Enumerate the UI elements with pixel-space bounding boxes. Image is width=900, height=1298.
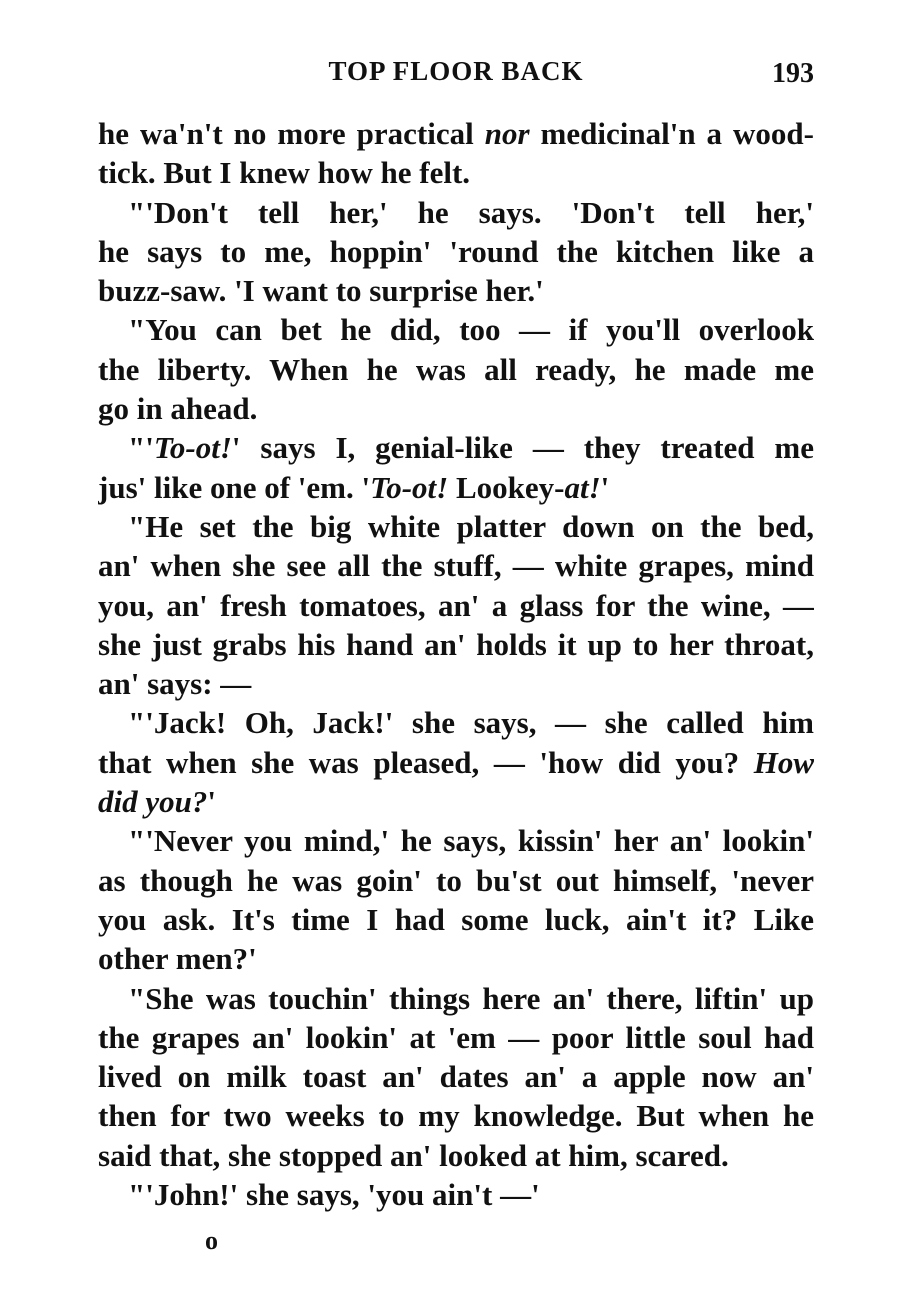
text-line: [98, 782, 814, 821]
text-line: [98, 271, 814, 310]
body-text: [98, 114, 814, 1214]
italic-text: nor: [484, 116, 530, 151]
text-run: she just grabs his hand an' holds it up to her throat,: [98, 626, 814, 662]
text-line: [98, 1018, 814, 1057]
text-line: [98, 821, 814, 860]
text-run: buzz-saw. 'I want to surprise her.': [98, 273, 544, 309]
text-run: tick. But I knew how he felt.: [98, 155, 471, 191]
text-run: as though he was goin' to bu'st out himself, 'never: [98, 862, 814, 898]
text-run: ': [600, 469, 610, 505]
text-line: [98, 1136, 814, 1175]
text-line: [98, 664, 814, 703]
text-line: [98, 979, 814, 1018]
text-line: [98, 939, 814, 978]
text-run: an' says: —: [98, 666, 252, 702]
text-line: [98, 586, 814, 625]
text-run: ': [207, 784, 216, 820]
text-run: "He set the big white platter down on the bed,: [128, 508, 814, 544]
text-run: the grapes an' lookin' at 'em — poor little soul had: [98, 1019, 814, 1055]
text-line: [98, 625, 814, 664]
text-run: Lookey-: [448, 469, 565, 505]
text-run: "'John!' she says, 'you ain't —': [128, 1177, 540, 1213]
text-run: other men?': [98, 941, 257, 977]
text-run: "She was touchin' things here an' there, liftin' up: [128, 980, 814, 1016]
text-run: "'Don't tell her,' he says. 'Don't tell her,': [128, 194, 814, 230]
text-run: said that, she stopped an' looked at him, scared.: [98, 1137, 729, 1173]
italic-text: To-ot!: [370, 469, 449, 505]
italic-text: did you?: [98, 784, 208, 820]
text-run: medicinal'n a wood-: [529, 116, 814, 151]
text-run: "You can bet he did, too — if you'll overlook: [128, 312, 814, 348]
text-run: the liberty. When he was all ready, he made me: [98, 351, 814, 387]
text-run: "'Jack! Oh, Jack!' she says, — she called him: [128, 705, 814, 741]
text-run: lived on milk toast an' dates an' a apple now an': [98, 1059, 814, 1095]
text-run: you ask. It's time I had some luck, ain't it? Like: [98, 901, 814, 937]
italic-text: To-ot!: [153, 430, 232, 466]
text-run: you, an' fresh tomatoes, an' a glass for the wine, —: [98, 587, 814, 623]
signature-mark: o: [205, 1226, 218, 1255]
text-line: [98, 1057, 814, 1096]
text-run: that when she was pleased, — 'how did you?: [98, 744, 754, 780]
text-line: [98, 350, 814, 389]
text-line: [98, 310, 814, 349]
text-line: [98, 193, 814, 232]
text-run: "': [128, 430, 154, 466]
text-run: then for two weeks to my knowledge. But when he: [98, 1098, 814, 1134]
italic-text: at!: [564, 469, 601, 505]
text-run: ' says I, genial-like — they treated me: [231, 430, 814, 466]
text-run: an' when she see all the stuff, — white grapes, mind: [98, 548, 814, 584]
text-run: he says to me, hoppin' 'round the kitchen like a: [98, 233, 814, 269]
text-line: [98, 1175, 814, 1214]
text-line: [98, 1096, 814, 1135]
running-head: [98, 56, 814, 96]
text-line: [98, 900, 814, 939]
text-line: [98, 428, 814, 467]
text-line: [98, 546, 814, 585]
text-line: [98, 507, 814, 546]
text-run: "'Never you mind,' he says, kissin' her an' lookin': [128, 823, 814, 859]
text-line: [98, 468, 814, 507]
running-head-title: TOP FLOOR BACK: [328, 56, 584, 86]
text-run: jus' like one of 'em. ': [98, 469, 371, 505]
text-line: [98, 232, 814, 271]
text-run: go in ahead.: [98, 391, 258, 427]
text-line: [98, 703, 814, 742]
text-run: he wa'n't no more practical: [98, 116, 485, 151]
text-line: [98, 114, 814, 153]
italic-text: How: [753, 744, 814, 780]
text-line: [98, 389, 814, 428]
text-line: [98, 861, 814, 900]
text-line: [98, 153, 814, 192]
text-line: [98, 743, 814, 782]
page-number: 193: [772, 58, 814, 89]
